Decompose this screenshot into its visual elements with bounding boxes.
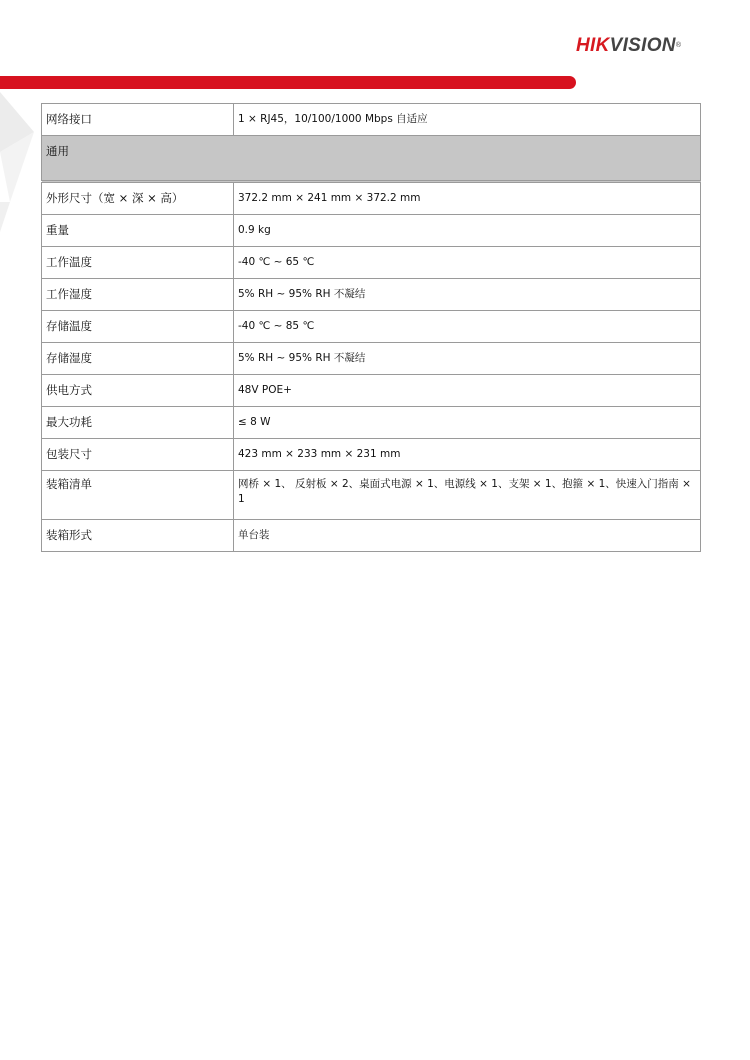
table-row [42, 520, 701, 552]
spec-value: -40 ℃ ~ 65 ℃ [234, 247, 701, 279]
table-row [42, 104, 701, 136]
spec-value: -40 ℃ ~ 85 ℃ [234, 311, 701, 343]
section-label: 通用 [42, 136, 701, 182]
header-red-bar [0, 76, 576, 89]
spec-label: 最大功耗 [42, 407, 234, 439]
section-header [42, 136, 701, 182]
spec-value: ≤ 8 W [234, 407, 701, 439]
table-row [42, 311, 701, 343]
spec-label: 网络接口 [42, 104, 234, 136]
spec-value: 0.9 kg [234, 215, 701, 247]
spec-label: 重量 [42, 215, 234, 247]
spec-value: 单台装 [234, 520, 701, 552]
table-row [42, 279, 701, 311]
spec-label: 装箱形式 [42, 520, 234, 552]
table-row [42, 247, 701, 279]
registered-mark: ® [675, 42, 682, 49]
table-row [42, 182, 701, 215]
spec-label: 工作温度 [42, 247, 234, 279]
spec-label: 包装尺寸 [42, 439, 234, 471]
hikvision-logo [576, 36, 681, 56]
table-row [42, 407, 701, 439]
spec-label: 供电方式 [42, 375, 234, 407]
table-row [42, 215, 701, 247]
spec-value: 5% RH ~ 95% RH 不凝结 [234, 279, 701, 311]
spec-value: 5% RH ~ 95% RH 不凝结 [234, 343, 701, 375]
table-row [42, 343, 701, 375]
logo-vision: VISION [609, 35, 676, 56]
spec-table [41, 103, 701, 552]
table-row [42, 375, 701, 407]
spec-value: 48V POE+ [234, 375, 701, 407]
spec-label: 外形尺寸（宽 × 深 × 高） [42, 182, 234, 215]
spec-value: 372.2 mm × 241 mm × 372.2 mm [234, 182, 701, 215]
spec-value: 网桥 × 1、 反射板 × 2、桌面式电源 × 1、电源线 × 1、支架 × 1、抱箍 × 1、快速入门指南 × 1 [234, 471, 701, 520]
spec-label: 装箱清单 [42, 471, 234, 520]
watermark-graphic [0, 92, 40, 242]
table-row [42, 439, 701, 471]
spec-label: 存储温度 [42, 311, 234, 343]
spec-value: 1 × RJ45，10/100/1000 Mbps 自适应 [234, 104, 701, 136]
spec-label: 存储湿度 [42, 343, 234, 375]
logo-hik: HIK [576, 35, 610, 56]
spec-label: 工作湿度 [42, 279, 234, 311]
table-row [42, 471, 701, 520]
spec-value: 423 mm × 233 mm × 231 mm [234, 439, 701, 471]
